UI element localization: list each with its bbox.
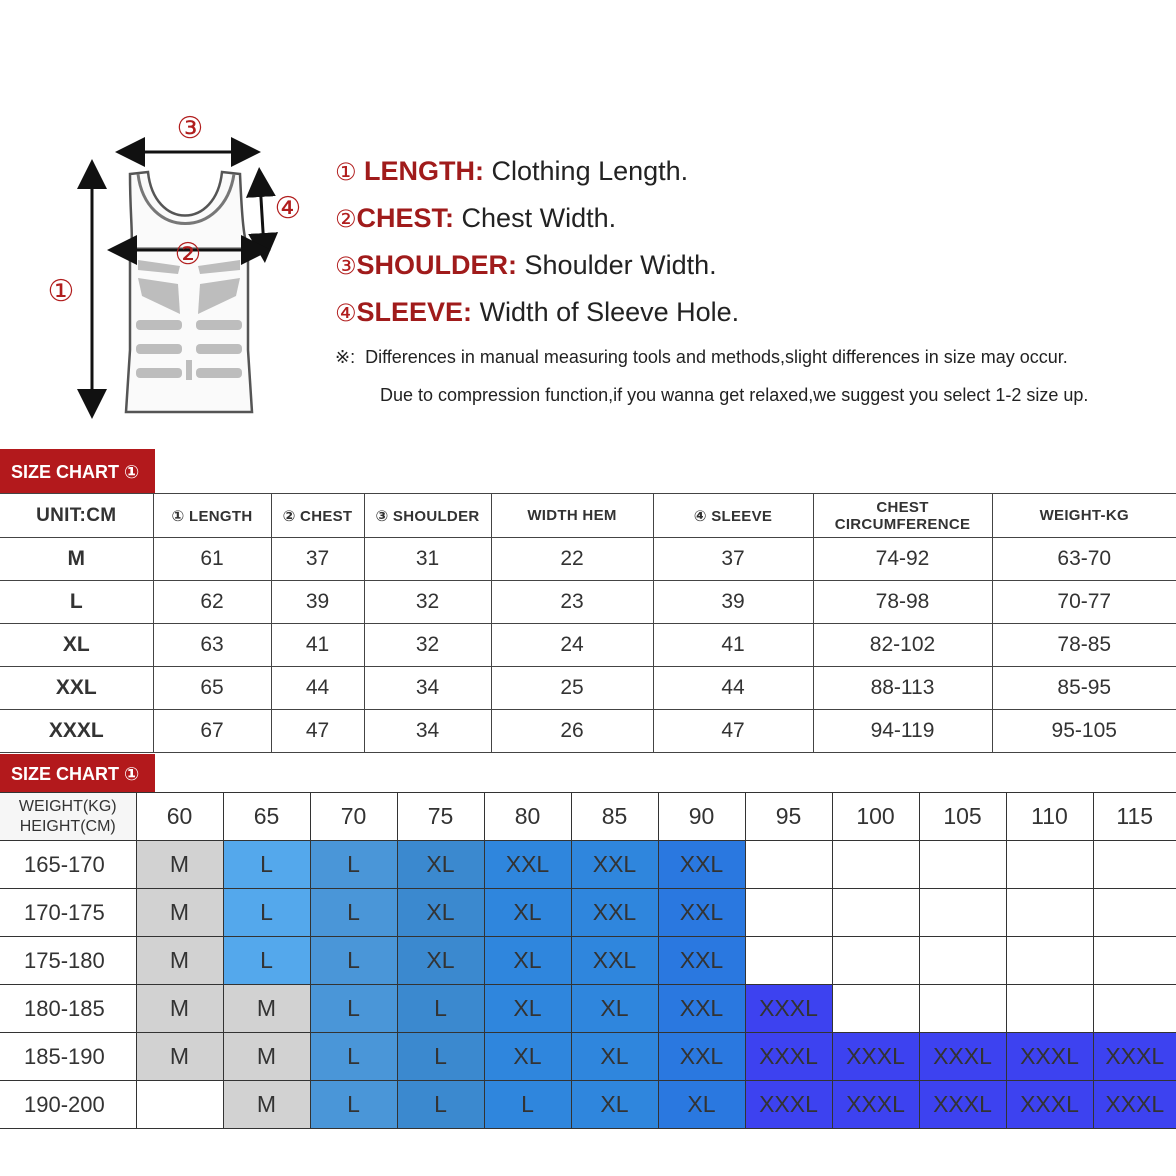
table-cell: 44 [653, 667, 813, 710]
table-cell: 78-85 [992, 624, 1176, 667]
table-cell: 78-98 [813, 581, 992, 624]
col-length: ① LENGTH [153, 494, 271, 538]
table-cell: 70-77 [992, 581, 1176, 624]
size-cell: M [223, 1033, 310, 1081]
weight-header: 115 [1093, 793, 1176, 841]
weight-header: 80 [484, 793, 571, 841]
col-shoulder: ③ SHOULDER [364, 494, 491, 538]
size-cell: XXXL [745, 985, 832, 1033]
size-cell: XL [397, 841, 484, 889]
weight-header: 90 [658, 793, 745, 841]
table-cell: 37 [653, 538, 813, 581]
table-cell: 34 [364, 710, 491, 753]
size-cell [1093, 889, 1176, 937]
table-row [0, 985, 1176, 1033]
size-cell: XXXL [1006, 1081, 1093, 1129]
table-cell: 74-92 [813, 538, 992, 581]
size-cell: XXXL [1093, 1033, 1176, 1081]
legend-length: ① LENGTH: Clothing Length. [335, 156, 689, 186]
size-cell: L [310, 937, 397, 985]
size-cell: M [136, 889, 223, 937]
table-row [0, 624, 1176, 667]
size-cell [745, 889, 832, 937]
weight-header: 75 [397, 793, 484, 841]
size-cell: XXL [658, 937, 745, 985]
table-cell: 67 [153, 710, 271, 753]
size-cell [1093, 841, 1176, 889]
table-cell: 61 [153, 538, 271, 581]
size-cell [1006, 841, 1093, 889]
size-cell [919, 985, 1006, 1033]
size-cell: XXL [658, 1033, 745, 1081]
table-row [0, 1033, 1176, 1081]
table-cell: 85-95 [992, 667, 1176, 710]
table-cell: 26 [491, 710, 653, 753]
weight-header: 70 [310, 793, 397, 841]
size-cell [745, 937, 832, 985]
size-cell: M [136, 937, 223, 985]
size-cell: L [397, 1033, 484, 1081]
table-cell: 65 [153, 667, 271, 710]
size-cell: XL [658, 1081, 745, 1129]
marker-sleeve: ④ [274, 191, 302, 226]
marker-shoulder: ③ [176, 111, 204, 146]
table-cell: 47 [271, 710, 364, 753]
col-chest: ② CHEST [271, 494, 364, 538]
size-cell: XXL [571, 889, 658, 937]
size-cell [832, 937, 919, 985]
size-cell: M [136, 841, 223, 889]
legend-chest: ②CHEST: Chest Width. [335, 203, 617, 233]
table-cell: 62 [153, 581, 271, 624]
size-cell: L [310, 841, 397, 889]
size-cell: XXL [658, 985, 745, 1033]
marker-length: ① [47, 274, 75, 309]
table-cell: 88-113 [813, 667, 992, 710]
table-cell: 32 [364, 624, 491, 667]
size-cell: XL [571, 1081, 658, 1129]
weight-header: 85 [571, 793, 658, 841]
table-cell: 39 [271, 581, 364, 624]
size-cell: M [136, 985, 223, 1033]
size-cell [919, 889, 1006, 937]
table-cell: 25 [491, 667, 653, 710]
size-label: XL [0, 624, 153, 667]
size-cell: XL [484, 889, 571, 937]
table-cell: 24 [491, 624, 653, 667]
size-cell: M [223, 1081, 310, 1129]
size-cell: L [223, 937, 310, 985]
size-cell: XXL [571, 841, 658, 889]
size-cell [919, 937, 1006, 985]
size-cell: XXXL [1006, 1033, 1093, 1081]
table-row [0, 889, 1176, 937]
size-cell: XXXL [919, 1081, 1006, 1129]
size-cell: XXXL [1093, 1081, 1176, 1129]
table-cell: 94-119 [813, 710, 992, 753]
size-cell: M [223, 985, 310, 1033]
weight-header: 95 [745, 793, 832, 841]
height-label: 175-180 [0, 937, 136, 985]
size-cell: XXL [658, 889, 745, 937]
weight-header: 100 [832, 793, 919, 841]
height-label: 190-200 [0, 1081, 136, 1129]
size-cell: L [223, 841, 310, 889]
tank-top-icon [30, 100, 330, 430]
weight-header: 110 [1006, 793, 1093, 841]
size-cell [919, 841, 1006, 889]
col-sleeve: ④ SLEEVE [653, 494, 813, 538]
size-cell: L [310, 1081, 397, 1129]
size-chart-table [0, 493, 1176, 753]
compression-note: Due to compression function,if you wanna get relaxed,we suggest you select 1-2 size up. [380, 385, 1089, 405]
height-label: 185-190 [0, 1033, 136, 1081]
table-cell: 39 [653, 581, 813, 624]
size-cell [1006, 937, 1093, 985]
height-label: 165-170 [0, 841, 136, 889]
weight-header: 65 [223, 793, 310, 841]
weight-header-row [0, 793, 1176, 841]
marker-chest: ② [174, 237, 202, 272]
size-label: L [0, 581, 153, 624]
size-cell: XXL [484, 841, 571, 889]
size-cell: XL [571, 1033, 658, 1081]
table-cell: 22 [491, 538, 653, 581]
size-cell [1006, 985, 1093, 1033]
table-cell: 41 [653, 624, 813, 667]
size-cell: XL [397, 937, 484, 985]
size-cell: XXXL [832, 1081, 919, 1129]
size-cell: XXXL [832, 1033, 919, 1081]
size-cell: L [397, 1081, 484, 1129]
size-cell [1006, 889, 1093, 937]
size-cell: XXXL [919, 1033, 1006, 1081]
size-cell: XXL [658, 841, 745, 889]
size-cell: XL [484, 937, 571, 985]
size-cell: L [223, 889, 310, 937]
table-row [0, 538, 1176, 581]
height-label: 180-185 [0, 985, 136, 1033]
col-width-hem: WIDTH HEM [491, 494, 653, 538]
table-row [0, 937, 1176, 985]
weight-header: 105 [919, 793, 1006, 841]
table-cell: 41 [271, 624, 364, 667]
table-header-row [0, 494, 1176, 538]
size-cell [832, 841, 919, 889]
table-row [0, 841, 1176, 889]
table-row [0, 667, 1176, 710]
size-cell: L [310, 985, 397, 1033]
weight-header: 60 [136, 793, 223, 841]
size-cell [832, 985, 919, 1033]
table-cell: 37 [271, 538, 364, 581]
table-cell: 95-105 [992, 710, 1176, 753]
size-label: XXL [0, 667, 153, 710]
size-cell: XL [484, 1033, 571, 1081]
table-cell: 34 [364, 667, 491, 710]
size-cell: XL [571, 985, 658, 1033]
table-cell: 32 [364, 581, 491, 624]
size-chart-tab-2: SIZE CHART ① [0, 754, 155, 792]
table-cell: 82-102 [813, 624, 992, 667]
table-cell: 31 [364, 538, 491, 581]
height-label: 170-175 [0, 889, 136, 937]
size-chart-tab-1: SIZE CHART ① [0, 449, 155, 493]
size-cell: XL [397, 889, 484, 937]
weight-height-table [0, 792, 1176, 1129]
size-cell: L [397, 985, 484, 1033]
measurement-note: ※: Differences in manual measuring tools and methods,slight differences in size may occur. [335, 347, 1068, 367]
col-chest-circumference: CHEST CIRCUMFERENCE [813, 494, 992, 538]
size-cell [832, 889, 919, 937]
size-cell: XXXL [745, 1081, 832, 1129]
size-label: XXXL [0, 710, 153, 753]
size-cell [136, 1081, 223, 1129]
col-unit: UNIT:CM [0, 494, 153, 538]
corner-cell: WEIGHT(KG) HEIGHT(CM) [0, 793, 136, 841]
table-cell: 63-70 [992, 538, 1176, 581]
table-cell: 63 [153, 624, 271, 667]
col-weight: WEIGHT-KG [992, 494, 1176, 538]
legend-shoulder: ③SHOULDER: Shoulder Width. [335, 250, 717, 280]
size-cell: L [484, 1081, 571, 1129]
legend-sleeve: ④SLEEVE: Width of Sleeve Hole. [335, 297, 740, 327]
table-row [0, 1081, 1176, 1129]
table-row [0, 710, 1176, 753]
size-cell: XXXL [745, 1033, 832, 1081]
table-cell: 47 [653, 710, 813, 753]
size-cell: M [136, 1033, 223, 1081]
size-cell: L [310, 1033, 397, 1081]
size-cell: XL [484, 985, 571, 1033]
garment-diagram [30, 100, 330, 430]
size-cell [1093, 937, 1176, 985]
table-cell: 23 [491, 581, 653, 624]
table-cell: 44 [271, 667, 364, 710]
measurement-legend [335, 148, 1165, 410]
table-row [0, 581, 1176, 624]
size-cell [1093, 985, 1176, 1033]
size-label: M [0, 538, 153, 581]
size-cell: XXL [571, 937, 658, 985]
size-cell: L [310, 889, 397, 937]
size-cell [745, 841, 832, 889]
